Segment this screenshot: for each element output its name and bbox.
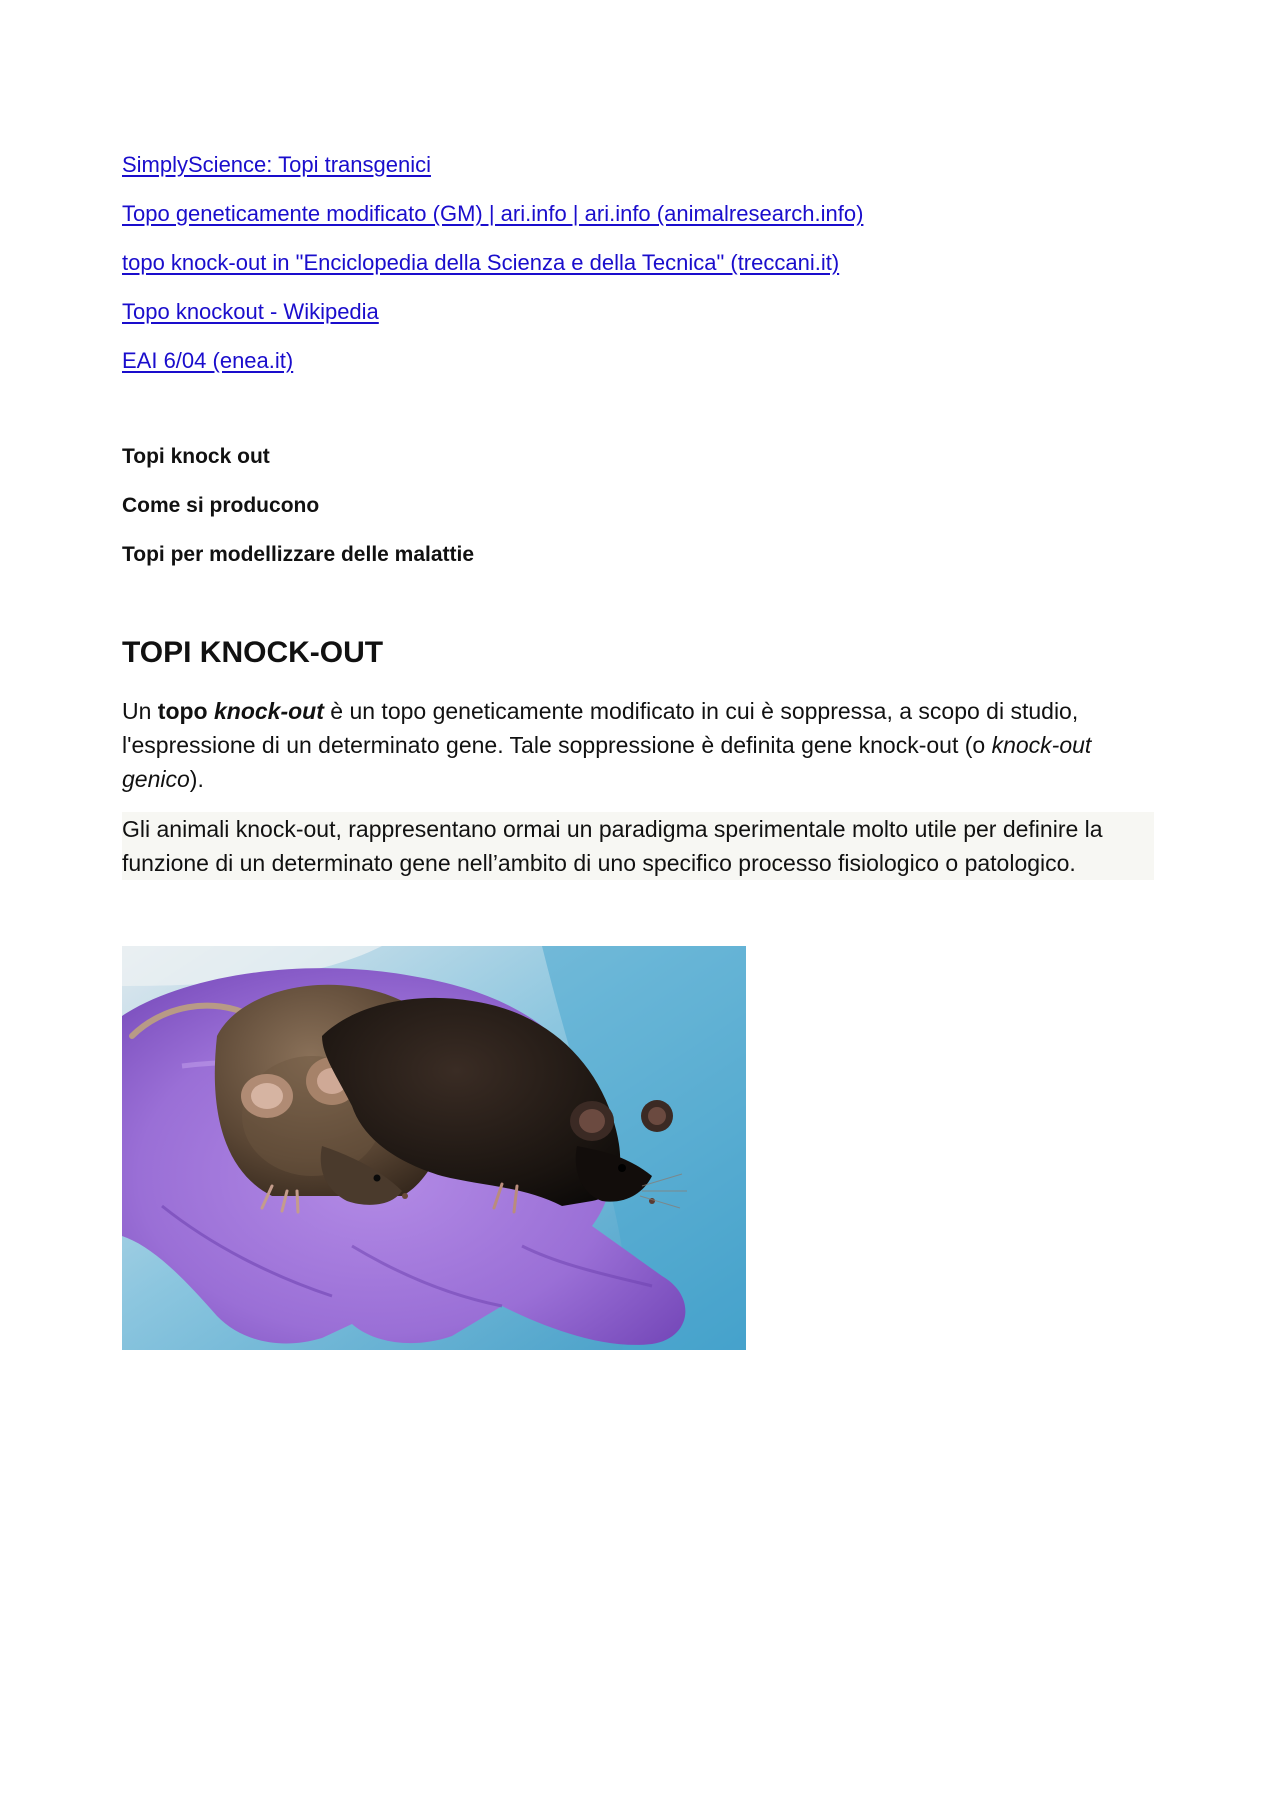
paragraph-definition-italic-term: knock-out genico bbox=[122, 732, 1092, 792]
mice-photo bbox=[122, 946, 746, 1350]
paragraph-definition-bold-topo: topo bbox=[157, 698, 214, 724]
toc-item-knock-out: Topi knock out bbox=[122, 445, 270, 468]
link-simplyscience[interactable]: SimplyScience: Topi transgenici bbox=[122, 152, 431, 177]
toc-item-disease-models: Topi per modellizzare delle malattie bbox=[122, 543, 475, 566]
paragraph-definition-text-1: Un bbox=[122, 698, 158, 724]
paragraph-definition-bold-italic-knock-out: knock-out bbox=[214, 698, 324, 724]
link-enea[interactable]: EAI 6/04 (enea.it) bbox=[122, 348, 294, 373]
paragraph-definition bbox=[122, 694, 1162, 796]
toc-item-production: Come si producono bbox=[122, 494, 320, 517]
paragraph-paradigm: Gli animali knock-out, rappresentano ormai un paradigma sperimentale molto utile per definire la funzione di un determinato gene nell’ambito di uno specifico processo fisiologico o patologico. bbox=[122, 812, 1154, 880]
link-wikipedia[interactable]: Topo knockout - Wikipedia bbox=[122, 299, 379, 324]
link-treccani[interactable]: topo knock-out in "Enciclopedia della Scienza e della Tecnica" (treccani.it) bbox=[122, 250, 840, 275]
paragraph-definition-text-3: ). bbox=[189, 766, 204, 792]
paragraph-definition-text-2: è un topo geneticamente modificato in cui è soppressa, a scopo di studio, l'espressione di un determinato gene. Tale soppressione è definita gene knock-out (o bbox=[122, 698, 1079, 758]
table-of-contents bbox=[122, 442, 1162, 570]
link-ari-info[interactable]: Topo geneticamente modificato (GM) | ari.info | ari.info (animalresearch.info) bbox=[122, 201, 864, 226]
section-heading: TOPI KNOCK-OUT bbox=[122, 636, 384, 669]
document-content bbox=[122, 150, 1162, 1350]
mice-photo-illustration bbox=[122, 946, 746, 1350]
